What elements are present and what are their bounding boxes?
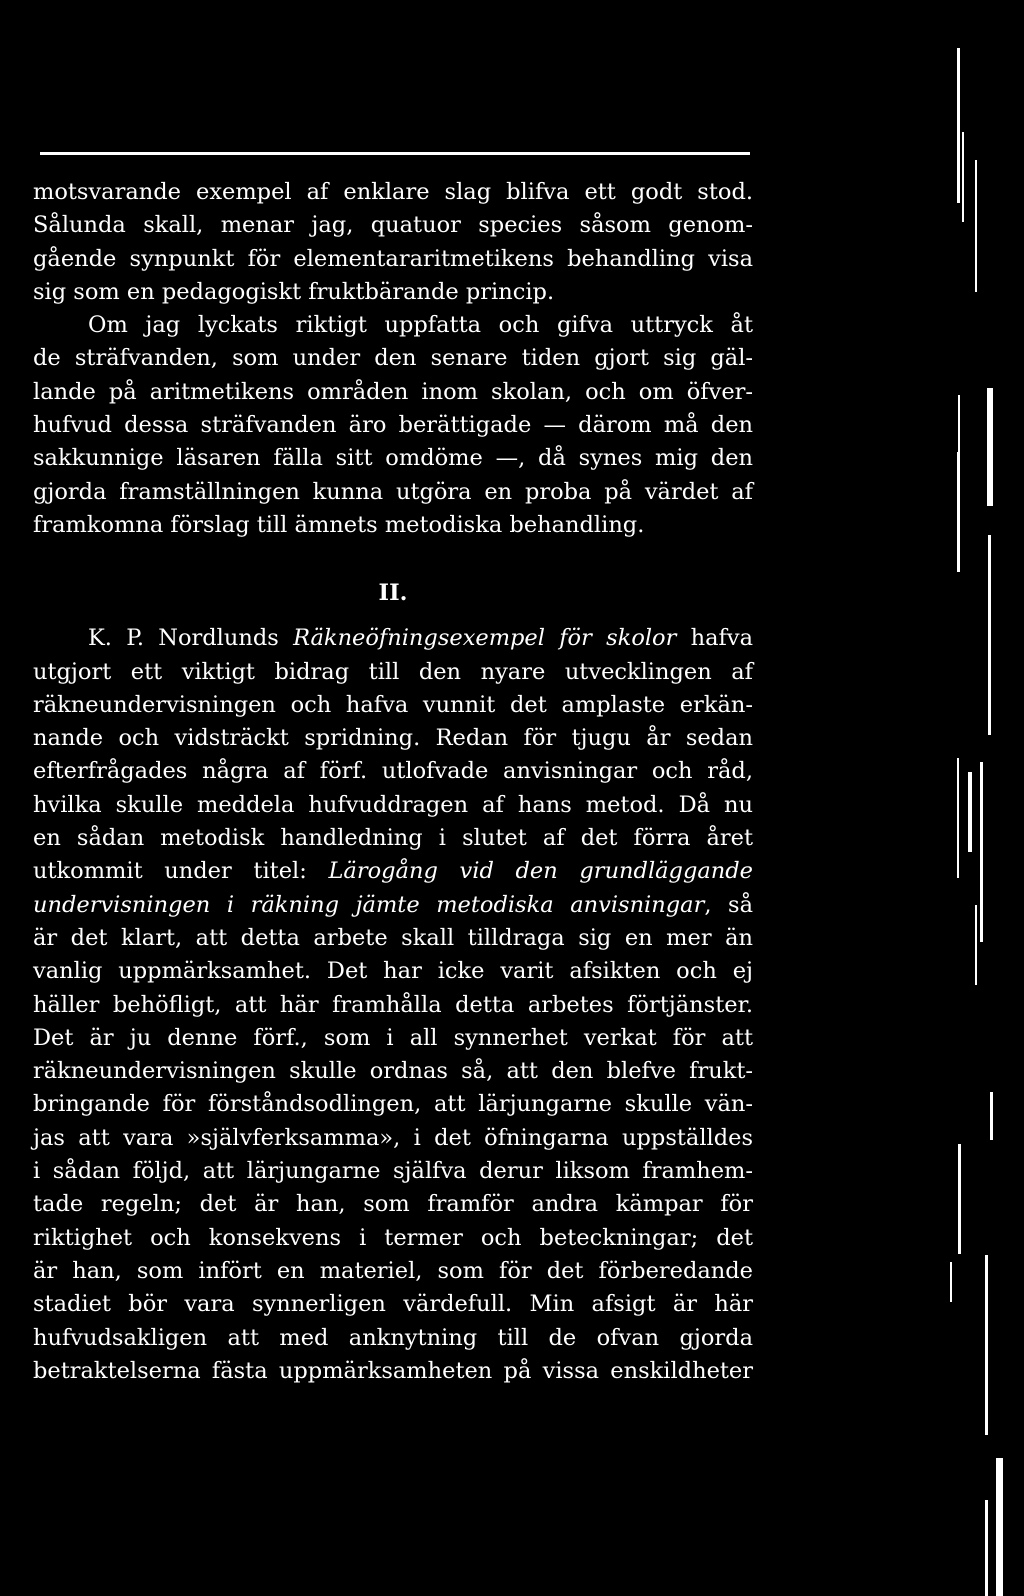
text-line: betraktelserna fästa uppmärksamheten på vissa enskildheter xyxy=(33,1357,753,1384)
text-line: motsvarande exempel af enklare slag blifva ett godt stod. xyxy=(33,179,753,205)
text-line: sig som en pedagogiskt fruktbärande princip. xyxy=(33,278,555,305)
text-line: de sträfvanden, som under den senare tiden gjort sig gäl- xyxy=(33,345,753,372)
text-line: lande på aritmetikens områden inom skolan, och om öfver- xyxy=(33,378,753,405)
book-title: Räkneöfningsexempel för skolor xyxy=(293,625,677,652)
text-line: räkneundervisningen skulle ordnas så, att den blefve frukt- xyxy=(33,1058,753,1085)
text-line: Sålunda skall, menar jag, quatuor species såsom genom- xyxy=(33,212,753,239)
text-line: Om jag lyckats riktigt uppfatta och gifva uttryck åt xyxy=(88,312,753,339)
text-line: räkneundervisningen och hafva vunnit det amplaste erkän- xyxy=(33,691,753,718)
text-line: jas att vara »självferksamma», i det öfningarna uppställdes xyxy=(33,1124,753,1151)
scan-edge-mark xyxy=(985,1255,988,1435)
scan-edge-mark xyxy=(990,1092,993,1140)
text-line xyxy=(33,622,753,655)
text-line: hufvudsakligen att med anknytning till de ofvan gjorda xyxy=(33,1324,753,1351)
book-title: Lärogång vid den grundläggande xyxy=(328,858,753,885)
paragraph-1 xyxy=(33,176,753,309)
scan-edge-mark xyxy=(950,1262,952,1302)
scan-edge-mark xyxy=(996,1458,1003,1596)
scan-edge-mark xyxy=(975,160,977,292)
text-line xyxy=(33,889,753,922)
scan-edge-mark xyxy=(958,1144,961,1254)
scan-edge-mark xyxy=(985,1500,988,1596)
scan-edge-mark xyxy=(987,388,993,506)
text-line: framkomna förslag till ämnets metodiska behandling. xyxy=(33,511,645,538)
text-line: gjorda framställningen kunna utgöra en proba på värdet af xyxy=(33,478,753,505)
scan-edge-mark xyxy=(988,535,991,735)
text-line: är han, som infört en materiel, som för det förberedande xyxy=(33,1257,753,1284)
text-line: hufvud dessa sträfvanden äro berättigade — därom må den xyxy=(33,412,753,439)
book-title: undervisningen i räkning jämte metodiska anvisningar xyxy=(33,891,705,918)
scan-edge-mark xyxy=(957,48,960,203)
scan-edge-mark xyxy=(962,132,964,222)
text-line: efterfrågades några af förf. utlofvade anvisningar och råd, xyxy=(33,758,753,785)
text-line: vanlig uppmärksamhet. Det har icke varit afsikten och ej xyxy=(33,958,753,985)
section-heading: II. xyxy=(378,580,408,607)
scan-edge-mark xyxy=(957,758,959,878)
text-run: utkommit under titel: xyxy=(33,858,329,885)
text-line: häller behöfligt, att här framhålla detta arbetes förtjänster. xyxy=(33,991,753,1018)
text-line: riktighet och konsekvens i termer och beteckningar; det xyxy=(33,1224,753,1251)
page-text xyxy=(33,176,753,1388)
scan-edge-mark xyxy=(980,762,983,942)
scan-edge-mark xyxy=(957,452,960,572)
text-line: stadiet bör vara synnerligen värdefull. Min afsigt är här xyxy=(33,1291,753,1318)
text-line: bringande för förståndsodlingen, att lärjungarne skulle vän- xyxy=(33,1091,753,1118)
text-line: gående synpunkt för elementararitmetikens behandling visa xyxy=(33,245,753,272)
text-line: utgjort ett viktigt bidrag till den nyare utvecklingen af xyxy=(33,658,753,685)
paragraph-3 xyxy=(33,622,753,1388)
text-line: i sådan följd, att lärjungarne själfva derur liksom framhem- xyxy=(33,1158,753,1185)
text-line xyxy=(33,855,753,888)
text-line: en sådan metodisk handledning i slutet af det förra året xyxy=(33,825,753,852)
text-line: sakkunnige läsaren fälla sitt omdöme —, då synes mig den xyxy=(33,445,753,472)
scan-edge-mark xyxy=(975,905,977,985)
text-run: K. P. Nordlunds xyxy=(88,625,294,652)
text-line: är det klart, att detta arbete skall tilldraga sig en mer än xyxy=(33,924,753,951)
header-rule xyxy=(40,152,750,155)
scan-edge-mark xyxy=(968,772,972,852)
text-run: hafva xyxy=(676,625,754,652)
text-run: , så xyxy=(704,891,754,918)
paragraph-2 xyxy=(33,309,753,542)
text-line: Det är ju denne förf., som i all synnerhet verkat för att xyxy=(33,1024,753,1051)
text-line: hvilka skulle meddela hufvuddragen af hans metod. Då nu xyxy=(33,791,753,818)
text-line: tade regeln; det är han, som framför andra kämpar för xyxy=(33,1191,753,1218)
text-line: nande och vidsträckt spridning. Redan för tjugu år sedan xyxy=(33,725,753,752)
